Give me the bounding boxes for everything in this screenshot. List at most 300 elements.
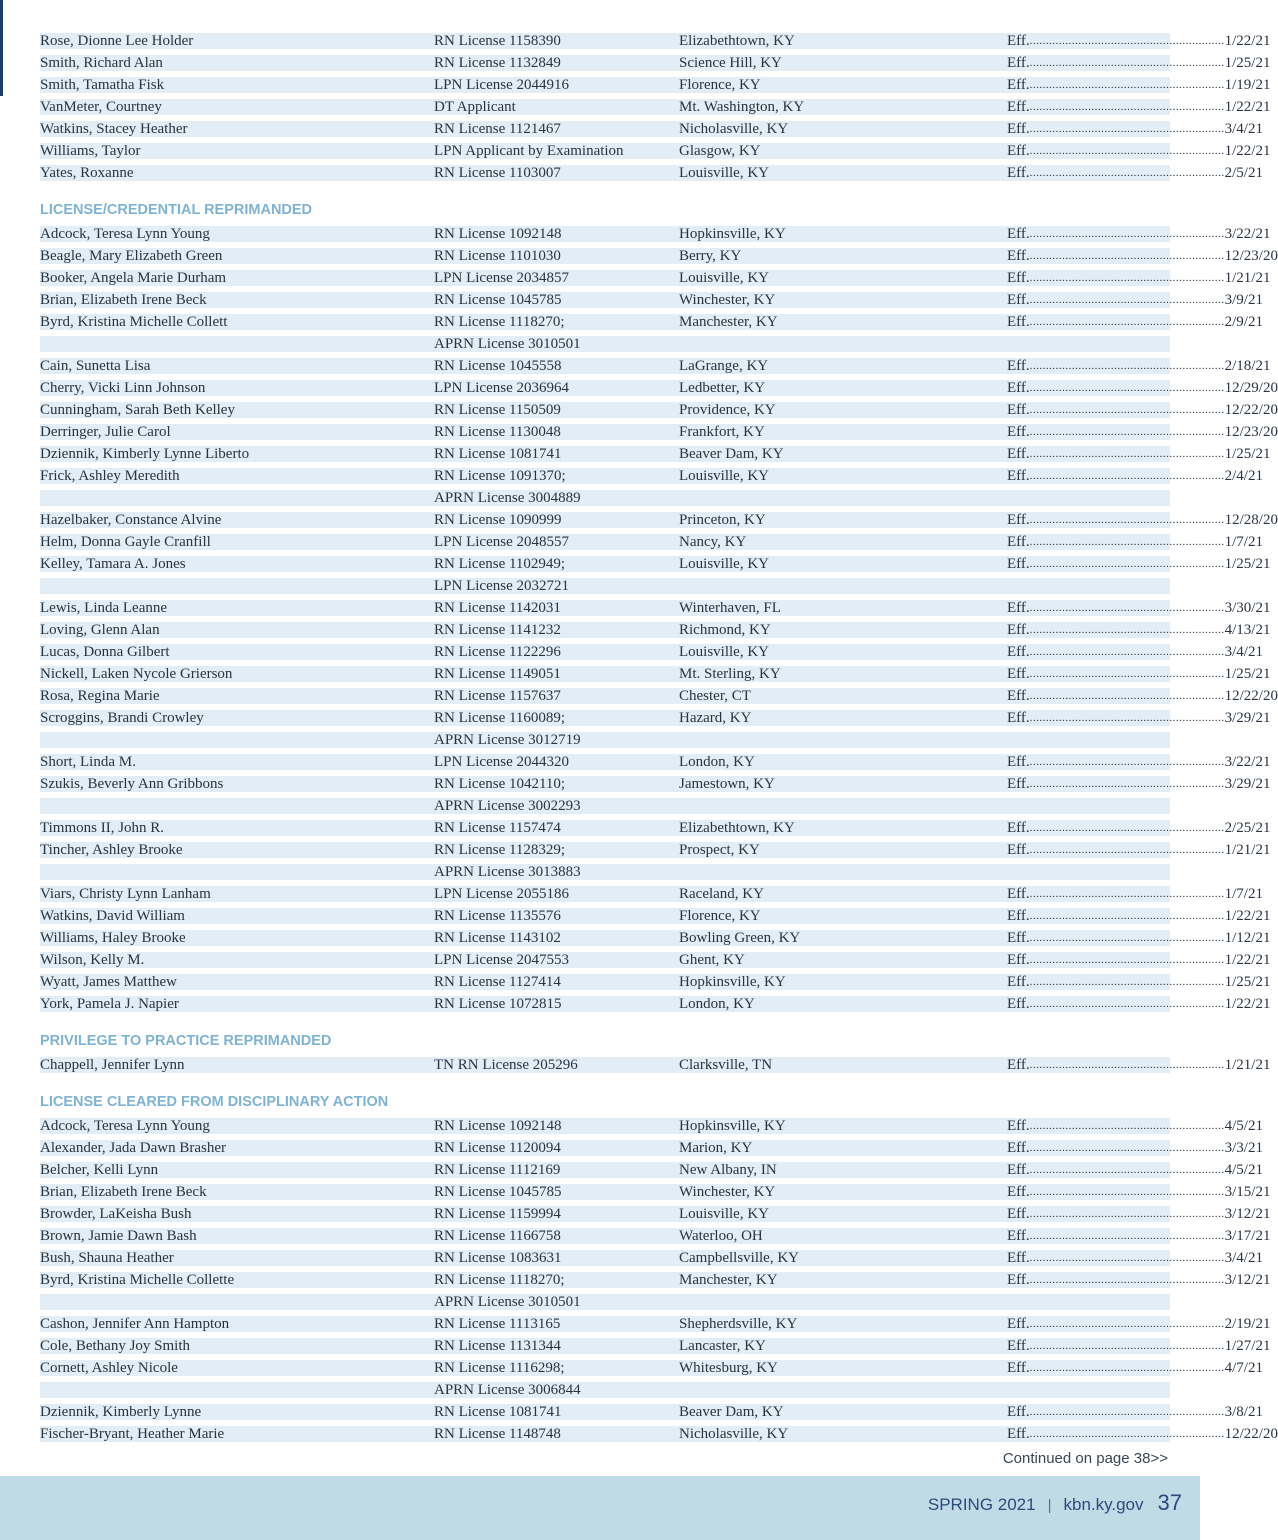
effective-date-value: 1/25/21 [1224, 666, 1271, 682]
effective-date [1007, 379, 1278, 398]
effective-date [1007, 709, 1271, 728]
table-row [40, 465, 1263, 487]
licensee-location: Elizabethtown, KY [679, 33, 795, 49]
license-number: RN License 1081741 [434, 446, 562, 462]
license-number: APRN License 3002293 [434, 798, 581, 814]
effective-label: Eff. [1007, 55, 1030, 71]
effective-label: Eff. [1007, 1057, 1030, 1073]
row-band [40, 1404, 1170, 1420]
effective-label: Eff. [1007, 512, 1030, 528]
effective-date-value: 1/25/21 [1224, 974, 1271, 990]
table-row [40, 267, 1271, 289]
licensee-location: London, KY [679, 996, 755, 1012]
table-row [40, 619, 1271, 641]
effective-date [1007, 313, 1263, 332]
effective-label: Eff. [1007, 886, 1030, 902]
effective-label: Eff. [1007, 600, 1030, 616]
effective-date-value: 3/9/21 [1224, 292, 1263, 308]
effective-date [1007, 621, 1271, 640]
dot-leader: ............................................................ [1029, 536, 1225, 548]
effective-date-value: 1/22/21 [1224, 99, 1271, 115]
licensee-name: Nickell, Laken Nycole Grierson [40, 666, 233, 682]
dot-leader: ............................................................ [1029, 932, 1225, 944]
effective-label: Eff. [1007, 248, 1030, 264]
row-band [40, 1360, 1170, 1376]
license-number: LPN License 2048557 [434, 534, 569, 550]
effective-date [1007, 1117, 1263, 1136]
dot-leader: ............................................................ [1029, 448, 1225, 460]
row-band [40, 1184, 1170, 1200]
left-edge-bar [0, 0, 3, 96]
row-band [40, 908, 1170, 924]
licensee-location: Clarksville, TN [679, 1057, 773, 1073]
dot-leader: ............................................................ [1029, 910, 1225, 922]
effective-date [1007, 98, 1271, 117]
table-row [40, 1203, 1271, 1225]
row-band [40, 556, 1170, 572]
effective-label: Eff. [1007, 622, 1030, 638]
dot-leader: ............................................................ [1029, 888, 1225, 900]
licensee-location: Chester, CT [679, 688, 751, 704]
license-number: TN RN License 205296 [434, 1057, 578, 1073]
effective-date [1007, 1249, 1263, 1268]
row-band [40, 1382, 1170, 1398]
dot-leader: ............................................................ [1029, 1186, 1225, 1198]
row-band [40, 55, 1170, 71]
licensee-location: Beaver Dam, KY [679, 1404, 784, 1420]
effective-date-value: 3/15/21 [1224, 1184, 1271, 1200]
row-band [40, 930, 1170, 946]
row-band [40, 1162, 1170, 1178]
license-number: RN License 1157637 [434, 688, 561, 704]
table-row [40, 399, 1278, 421]
effective-label: Eff. [1007, 1250, 1030, 1266]
effective-date-value: 1/22/21 [1224, 143, 1271, 159]
row-band [40, 820, 1170, 836]
table-row [40, 751, 1271, 773]
table-row [40, 52, 1271, 74]
licensee-location: Nancy, KY [679, 534, 747, 550]
licensee-name: Byrd, Kristina Michelle Collett [40, 314, 228, 330]
licensee-location: Winchester, KY [679, 292, 776, 308]
table-row [40, 1401, 1263, 1423]
effective-label: Eff. [1007, 1426, 1030, 1442]
effective-date [1007, 819, 1271, 838]
effective-label: Eff. [1007, 644, 1030, 660]
license-number: RN License 1159994 [434, 1206, 561, 1222]
licensee-name: Brown, Jamie Dawn Bash [40, 1228, 197, 1244]
effective-label: Eff. [1007, 666, 1030, 682]
table-row [40, 685, 1278, 707]
licensee-name: Adcock, Teresa Lynn Young [40, 226, 210, 242]
licensee-location: Prospect, KY [679, 842, 760, 858]
license-number: RN License 1131344 [434, 1338, 561, 1354]
effective-label: Eff. [1007, 820, 1030, 836]
license-number: RN License 1135576 [434, 908, 561, 924]
licensee-name: Belcher, Kelli Lynn [40, 1162, 159, 1178]
effective-date [1007, 511, 1278, 530]
row-band [40, 1294, 1170, 1310]
effective-date [1007, 76, 1271, 95]
licensee-location: Princeton, KY [679, 512, 766, 528]
dot-leader: ............................................................ [1029, 1252, 1225, 1264]
effective-date [1007, 54, 1271, 73]
table-row [40, 1423, 1278, 1445]
effective-label: Eff. [1007, 446, 1030, 462]
effective-label: Eff. [1007, 402, 1030, 418]
effective-label: Eff. [1007, 556, 1030, 572]
licensee-location: Glasgow, KY [679, 143, 761, 159]
licensee-location: Hopkinsville, KY [679, 1118, 786, 1134]
licensee-location: Lancaster, KY [679, 1338, 766, 1354]
license-number: RN License 1142031 [434, 600, 561, 616]
row-band [40, 1250, 1170, 1266]
effective-date-value: 4/5/21 [1224, 1162, 1263, 1178]
effective-label: Eff. [1007, 908, 1030, 924]
license-number: RN License 1128329; [434, 842, 566, 858]
table-row [40, 1054, 1271, 1076]
licensee-location: Florence, KY [679, 77, 761, 93]
effective-date [1007, 643, 1263, 662]
licensee-location: Campbellsville, KY [679, 1250, 799, 1266]
table-row [40, 118, 1263, 140]
licensee-name: Cashon, Jennifer Ann Hampton [40, 1316, 230, 1332]
effective-label: Eff. [1007, 121, 1030, 137]
effective-label: Eff. [1007, 424, 1030, 440]
licensee-location: Richmond, KY [679, 622, 771, 638]
effective-date [1007, 247, 1278, 266]
effective-date-value: 12/23/20 [1224, 424, 1278, 440]
table-row [40, 1137, 1263, 1159]
license-number: RN License 1118270; [434, 1272, 565, 1288]
dot-leader: ............................................................ [1029, 79, 1225, 91]
license-number: RN License 1091370; [434, 468, 566, 484]
dot-leader: ............................................................ [1029, 1274, 1225, 1286]
table-row [40, 96, 1271, 118]
section-heading: PRIVILEGE TO PRACTICE REPRIMANDED [40, 1033, 332, 1049]
license-number: RN License 1132849 [434, 55, 561, 71]
dot-leader: ............................................................ [1029, 294, 1225, 306]
licensee-name: Szukis, Beverly Ann Gribbons [40, 776, 224, 792]
page-footer [0, 1476, 1200, 1540]
table-row [40, 1115, 1263, 1137]
row-band [40, 864, 1170, 880]
dot-leader: ............................................................ [1029, 250, 1225, 262]
row-band [40, 165, 1170, 181]
effective-date [1007, 291, 1263, 310]
effective-date [1007, 1139, 1263, 1158]
table-row [40, 597, 1271, 619]
dot-leader: ............................................................ [1029, 272, 1225, 284]
license-number: RN License 1141232 [434, 622, 561, 638]
table-row [40, 333, 1170, 355]
table-row [40, 245, 1278, 267]
effective-label: Eff. [1007, 1118, 1030, 1134]
effective-date [1007, 1315, 1271, 1334]
effective-date-value: 3/4/21 [1224, 121, 1263, 137]
licensee-location: Mt. Washington, KY [679, 99, 805, 115]
dot-leader: ............................................................ [1029, 1362, 1225, 1374]
effective-date-value: 1/22/21 [1224, 952, 1271, 968]
effective-label: Eff. [1007, 1360, 1030, 1376]
section-heading: LICENSE CLEARED FROM DISCIPLINARY ACTION [40, 1094, 389, 1110]
row-band [40, 380, 1170, 396]
licensee-name: Wilson, Kelly M. [40, 952, 145, 968]
table-row [40, 487, 1170, 509]
dot-leader: ............................................................ [1029, 470, 1225, 482]
dot-leader: ............................................................ [1029, 145, 1225, 157]
licensee-name: Booker, Angela Marie Durham [40, 270, 227, 286]
effective-label: Eff. [1007, 270, 1030, 286]
dot-leader: ............................................................ [1029, 624, 1225, 636]
effective-date [1007, 1271, 1271, 1290]
effective-date [1007, 951, 1271, 970]
licensee-location: Mt. Sterling, KY [679, 666, 781, 682]
effective-date-value: 12/29/20 [1224, 380, 1278, 396]
effective-date-value: 4/13/21 [1224, 622, 1271, 638]
row-band [40, 710, 1170, 726]
effective-date-value: 1/22/21 [1224, 33, 1271, 49]
effective-date [1007, 357, 1271, 376]
table-row [40, 162, 1263, 184]
effective-label: Eff. [1007, 314, 1030, 330]
row-band [40, 1228, 1170, 1244]
license-number: RN License 1149051 [434, 666, 561, 682]
license-number: RN License 1150509 [434, 402, 561, 418]
licensee-location: Louisville, KY [679, 468, 769, 484]
licensee-location: Manchester, KY [679, 314, 778, 330]
table-row [40, 883, 1263, 905]
effective-date [1007, 467, 1263, 486]
licensee-name: Kelley, Tamara A. Jones [40, 556, 186, 572]
license-number: RN License 1092148 [434, 226, 562, 242]
footer-site-link[interactable]: kbn.ky.gov [1063, 1495, 1144, 1514]
effective-label: Eff. [1007, 143, 1030, 159]
license-number: LPN License 2036964 [434, 380, 569, 396]
effective-label: Eff. [1007, 1140, 1030, 1156]
effective-date [1007, 1205, 1271, 1224]
row-band [40, 952, 1170, 968]
row-band [40, 121, 1170, 137]
footer-season: SPRING 2021 [927, 1495, 1036, 1514]
effective-date [1007, 1183, 1271, 1202]
effective-date [1007, 907, 1271, 926]
effective-date [1007, 841, 1271, 860]
row-band [40, 578, 1170, 594]
licensee-name: Lucas, Donna Gilbert [40, 644, 170, 660]
license-number: DT Applicant [434, 99, 516, 115]
row-band [40, 99, 1170, 115]
effective-label: Eff. [1007, 754, 1030, 770]
licensee-name: VanMeter, Courtney [40, 99, 162, 115]
effective-date-value: 1/27/21 [1224, 1338, 1271, 1354]
licensee-location: Jamestown, KY [679, 776, 775, 792]
licensee-name: Watkins, Stacey Heather [40, 121, 188, 137]
dot-leader: ............................................................ [1029, 844, 1225, 856]
license-number: RN License 1160089; [434, 710, 566, 726]
dot-leader: ............................................................ [1029, 998, 1225, 1010]
effective-label: Eff. [1007, 1272, 1030, 1288]
row-band [40, 688, 1170, 704]
row-band [40, 424, 1170, 440]
dot-leader: ............................................................ [1029, 1340, 1225, 1352]
effective-date-value: 1/12/21 [1224, 930, 1271, 946]
license-number: APRN License 3010501 [434, 1294, 581, 1310]
dot-leader: ............................................................ [1029, 35, 1225, 47]
license-number: APRN License 3004889 [434, 490, 581, 506]
table-row [40, 1159, 1263, 1181]
effective-date-value: 1/7/21 [1224, 534, 1263, 550]
table-row [40, 641, 1263, 663]
dot-leader: ............................................................ [1029, 646, 1225, 658]
licensee-location: Winterhaven, FL [679, 600, 781, 616]
effective-date [1007, 423, 1278, 442]
licensee-location: London, KY [679, 754, 755, 770]
effective-date [1007, 142, 1271, 161]
table-row [40, 773, 1271, 795]
licensee-name: Yates, Roxanne [40, 165, 134, 181]
effective-label: Eff. [1007, 1228, 1030, 1244]
licensee-location: Nicholasville, KY [679, 1426, 789, 1442]
licensee-name: Viars, Christy Lynn Lanham [40, 886, 211, 902]
effective-label: Eff. [1007, 974, 1030, 990]
licensee-name: Hazelbaker, Constance Alvine [40, 512, 222, 528]
licensee-location: Raceland, KY [679, 886, 764, 902]
table-row [40, 443, 1271, 465]
effective-label: Eff. [1007, 534, 1030, 550]
licensee-location: Whitesburg, KY [679, 1360, 778, 1376]
effective-label: Eff. [1007, 292, 1030, 308]
licensee-name: Williams, Taylor [40, 143, 141, 159]
effective-date-value: 1/25/21 [1224, 556, 1271, 572]
dot-leader: ............................................................ [1029, 822, 1225, 834]
table-row [40, 553, 1271, 575]
licensee-location: Florence, KY [679, 908, 761, 924]
licensee-location: Louisville, KY [679, 1206, 769, 1222]
row-band [40, 33, 1170, 49]
effective-date [1007, 687, 1278, 706]
license-number: RN License 1127414 [434, 974, 561, 990]
license-number: RN License 1121467 [434, 121, 561, 137]
effective-date-value: 1/7/21 [1224, 886, 1263, 902]
licensee-name: Smith, Tamatha Fisk [40, 77, 165, 93]
licensee-name: Derringer, Julie Carol [40, 424, 171, 440]
licensee-name: Lewis, Linda Leanne [40, 600, 168, 616]
licensee-name: Dziennik, Kimberly Lynne Liberto [40, 446, 250, 462]
license-number: LPN License 2044320 [434, 754, 569, 770]
effective-date-value: 3/12/21 [1224, 1206, 1271, 1222]
row-band [40, 842, 1170, 858]
table-row [40, 795, 1170, 817]
license-number: RN License 1158390 [434, 33, 561, 49]
license-number: RN License 1166758 [434, 1228, 561, 1244]
license-number: RN License 1112169 [434, 1162, 561, 1178]
licensee-name: Cornett, Ashley Nicole [40, 1360, 178, 1376]
effective-date [1007, 120, 1263, 139]
table-row [40, 1269, 1271, 1291]
effective-date [1007, 885, 1263, 904]
licensee-name: Cole, Bethany Joy Smith [40, 1338, 190, 1354]
license-number: RN License 1113165 [434, 1316, 561, 1332]
license-number: LPN License 2032721 [434, 578, 569, 594]
dot-leader: ............................................................ [1029, 558, 1225, 570]
licensee-name: Cain, Sunetta Lisa [40, 358, 151, 374]
page-number: 37 [1157, 1490, 1182, 1515]
effective-label: Eff. [1007, 226, 1030, 242]
table-row [40, 311, 1263, 333]
effective-date-value: 12/22/20 [1224, 402, 1278, 418]
license-number: RN License 1083631 [434, 1250, 562, 1266]
license-number: RN License 1122296 [434, 644, 561, 660]
effective-date [1007, 401, 1278, 420]
licensee-location: Frankfort, KY [679, 424, 765, 440]
effective-date [1007, 269, 1271, 288]
row-band [40, 1338, 1170, 1354]
row-band [40, 732, 1170, 748]
licensee-name: Dziennik, Kimberly Lynne [40, 1404, 202, 1420]
table-row [40, 971, 1271, 993]
licensee-location: Providence, KY [679, 402, 776, 418]
licensee-name: Frick, Ashley Meredith [40, 468, 180, 484]
licensee-name: Short, Linda M. [40, 754, 136, 770]
effective-date [1007, 1425, 1278, 1444]
license-number: APRN License 3006844 [434, 1382, 581, 1398]
table-row [40, 1247, 1263, 1269]
licensee-location: Waterloo, OH [679, 1228, 763, 1244]
row-band [40, 600, 1170, 616]
dot-leader: ............................................................ [1029, 382, 1225, 394]
effective-date-value: 4/7/21 [1224, 1360, 1263, 1376]
dot-leader: ............................................................ [1029, 167, 1225, 179]
footer-separator: | [1047, 1497, 1052, 1514]
table-row [40, 993, 1271, 1015]
row-band [40, 77, 1170, 93]
effective-label: Eff. [1007, 165, 1030, 181]
row-band [40, 622, 1170, 638]
effective-date-value: 12/22/20 [1224, 688, 1278, 704]
effective-date-value: 3/4/21 [1224, 644, 1263, 660]
effective-date [1007, 445, 1271, 464]
dot-leader: ............................................................ [1029, 514, 1225, 526]
table-row [40, 74, 1271, 96]
effective-date-value: 1/21/21 [1224, 270, 1271, 286]
table-row [40, 377, 1278, 399]
license-number: LPN License 2044916 [434, 77, 569, 93]
licensee-name: Adcock, Teresa Lynn Young [40, 1118, 210, 1134]
effective-label: Eff. [1007, 1162, 1030, 1178]
table-row [40, 905, 1271, 927]
licensee-name: Cunningham, Sarah Beth Kelley [40, 402, 235, 418]
licensee-name: Watkins, David William [40, 908, 185, 924]
dot-leader: ............................................................ [1029, 1230, 1225, 1242]
row-band [40, 1206, 1170, 1222]
effective-label: Eff. [1007, 380, 1030, 396]
license-number: RN License 1148748 [434, 1426, 561, 1442]
licensee-name: Brian, Elizabeth Irene Beck [40, 292, 207, 308]
table-row [40, 729, 1170, 751]
row-band [40, 798, 1170, 814]
license-number: RN License 1143102 [434, 930, 561, 946]
row-band [40, 1057, 1170, 1073]
effective-date [1007, 1403, 1263, 1422]
dot-leader: ............................................................ [1029, 404, 1225, 416]
table-row [40, 355, 1271, 377]
license-number: RN License 1103007 [434, 165, 561, 181]
row-band [40, 974, 1170, 990]
effective-date-value: 1/21/21 [1224, 842, 1271, 858]
licensee-location: New Albany, IN [679, 1162, 777, 1178]
table-row [40, 927, 1271, 949]
